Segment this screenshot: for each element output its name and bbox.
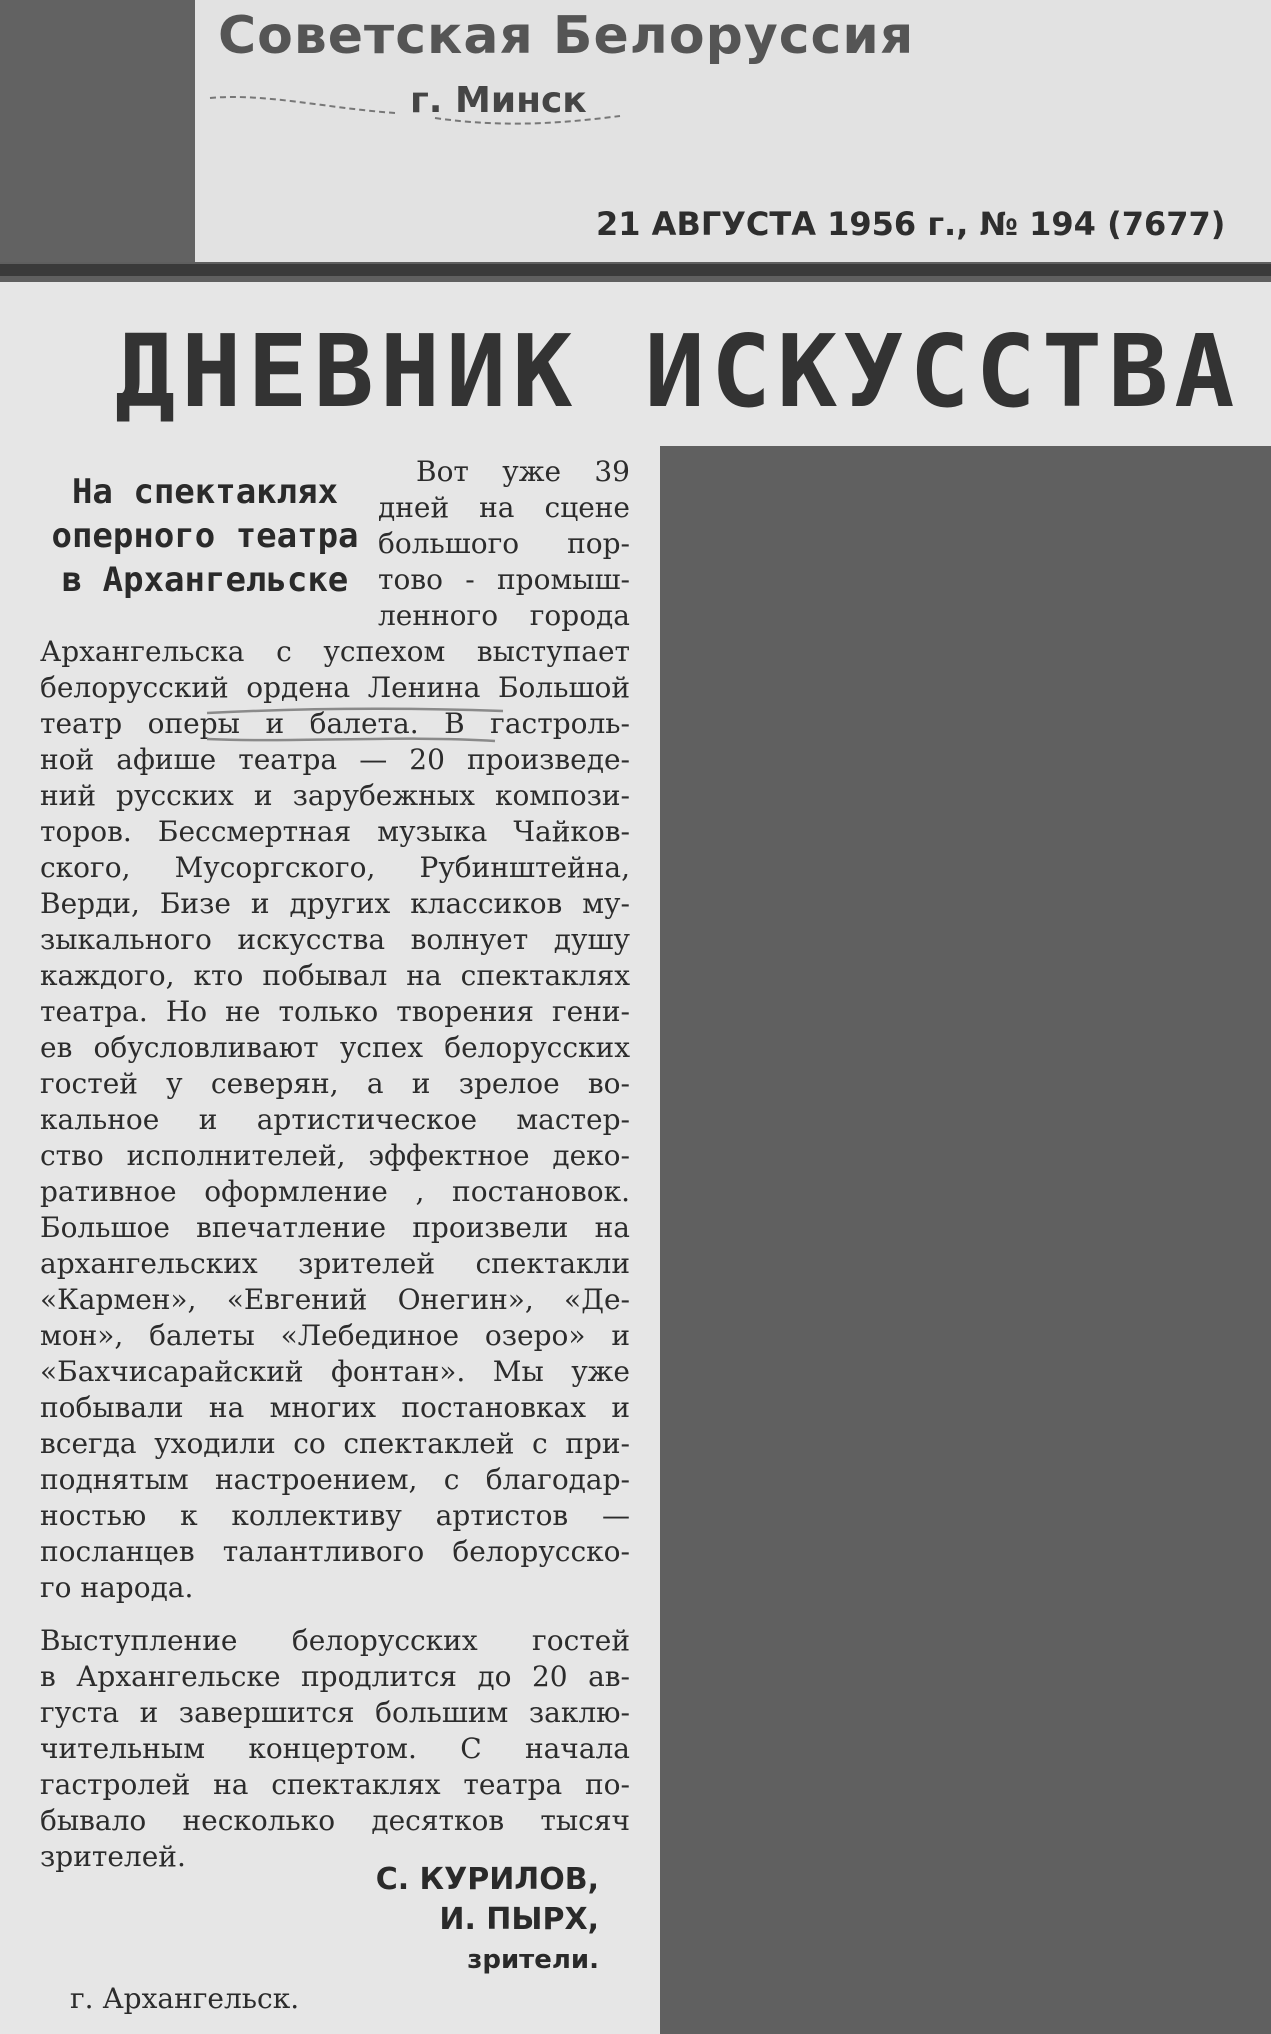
newspaper-name: Советская Белоруссия bbox=[218, 6, 915, 66]
author-name: С. КУРИЛОВ, bbox=[375, 1862, 599, 1897]
text-line: Верди, Бизе и других классиков му- bbox=[40, 887, 630, 920]
text-line: торов. Бессмертная музыка Чайков- bbox=[40, 815, 630, 848]
text-line: театр оперы и балета. В гастроль- bbox=[40, 707, 630, 740]
pencil-underline-mark bbox=[205, 705, 505, 745]
text-line: гастролей на спектаклях театра по- bbox=[40, 1768, 630, 1801]
text-line: ностью к коллективу артистов — bbox=[40, 1499, 630, 1532]
newspaper-city: г. Минск bbox=[410, 80, 587, 121]
text-line: Архангельска с успехом выступает bbox=[40, 635, 630, 668]
headline-line: На спектаклях bbox=[71, 472, 339, 512]
text-line: большого пор- bbox=[378, 527, 630, 560]
text-line: Выступление белорусских гостей bbox=[40, 1624, 630, 1657]
text-line: посланцев талантливого белорусско- bbox=[40, 1535, 630, 1568]
text-line: архангельских зрителей спектакли bbox=[40, 1247, 630, 1280]
article-headline bbox=[40, 470, 370, 602]
article-lead-column bbox=[378, 454, 630, 634]
text-line: густа и завершится большим заклю- bbox=[40, 1696, 630, 1729]
author-role: зрители. bbox=[467, 1945, 599, 1975]
text-line: зрителей. bbox=[40, 1840, 186, 1873]
article-dateline: г. Архангельск. bbox=[70, 1982, 300, 2015]
text-line: в Архангельске продлится до 20 ав- bbox=[40, 1660, 630, 1693]
text-line: ленного города bbox=[378, 599, 630, 632]
text-line: зыкального искусства волнует душу bbox=[40, 923, 630, 956]
text-line: гостей у северян, а и зрелое во- bbox=[40, 1067, 630, 1100]
article-signature bbox=[376, 1860, 599, 1980]
article-body-paragraph-2 bbox=[40, 1623, 630, 1875]
text-line: бывало несколько десятков тысяч bbox=[40, 1804, 630, 1837]
text-line: мон», балеты «Лебединое озеро» и bbox=[40, 1319, 630, 1352]
clipping-mount-tab bbox=[0, 0, 195, 262]
header-rule bbox=[0, 264, 1271, 276]
text-line: чительным концертом. С начала bbox=[40, 1732, 630, 1765]
text-line: ний русских и зарубежных компози- bbox=[40, 779, 630, 812]
headline-line: в Архангельске bbox=[61, 560, 349, 600]
text-line: го народа. bbox=[40, 1571, 194, 1604]
headline-line: оперного театра bbox=[51, 516, 359, 556]
article-body-paragraph-1 bbox=[40, 634, 630, 1606]
text-line: «Кармен», «Евгений Онегин», «Де- bbox=[40, 1283, 630, 1316]
text-line: дней на сцене bbox=[378, 491, 630, 524]
text-line: ев обусловливают успех белорусских bbox=[40, 1031, 630, 1064]
text-line: ной афише театра — 20 произведе- bbox=[40, 743, 630, 776]
text-line: театра. Но не только творения гени- bbox=[40, 995, 630, 1028]
text-line: белорусский ордена Ленина Большой bbox=[40, 671, 630, 704]
issue-date-number: 21 АВГУСТА 1956 г., № 194 (7677) bbox=[596, 205, 1226, 243]
text-line: Вот уже 39 bbox=[416, 455, 630, 488]
text-line: побывали на многих постановках и bbox=[40, 1391, 630, 1424]
text-line: «Бахчисарайский фонтан». Мы уже bbox=[40, 1355, 630, 1388]
text-line: ского, Мусоргского, Рубинштейна, bbox=[40, 851, 630, 884]
mount-background-panel bbox=[660, 446, 1271, 2034]
author-name: И. ПЫРХ, bbox=[439, 1902, 599, 1937]
text-line: Большое впечатление произвели на bbox=[40, 1211, 630, 1244]
text-line: поднятым настроением, с благодар- bbox=[40, 1463, 630, 1496]
text-line: всегда уходили со спектаклей с при- bbox=[40, 1427, 630, 1460]
text-line: ративное оформление , постановок. bbox=[40, 1175, 630, 1208]
text-line: тово - промыш- bbox=[378, 563, 630, 596]
text-line: кальное и артистическое мастер- bbox=[40, 1103, 630, 1136]
text-line: ство исполнителей, эффектное деко- bbox=[40, 1139, 630, 1172]
text-line: каждого, кто побывал на спектаклях bbox=[40, 959, 630, 992]
section-title: ДНЕВНИК ИСКУССТВА bbox=[115, 313, 1241, 430]
